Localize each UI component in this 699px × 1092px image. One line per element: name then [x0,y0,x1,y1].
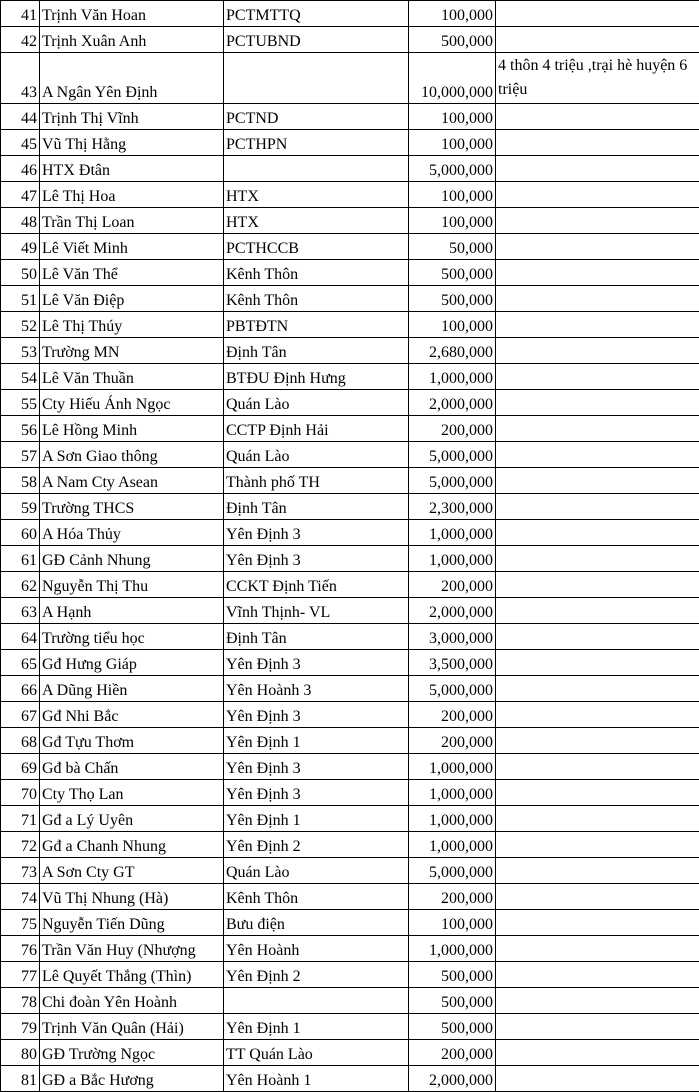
row-number-cell: 55 [1,390,40,416]
table-row [1,364,699,390]
donor-name-cell: Trịnh Văn Quân (Hải) [40,1014,224,1040]
amount-cell: 100,000 [409,130,496,156]
unit-cell: CCKT Định Tiến [224,572,409,598]
donor-name-cell: Lê Viết Minh [40,234,224,260]
row-number-cell: 71 [1,806,40,832]
donor-name-cell: Gđ a Chanh Nhung [40,832,224,858]
unit-cell: Yên Định 2 [224,832,409,858]
table-row [1,624,699,650]
unit-cell: Yên Định 3 [224,650,409,676]
row-number-cell: 70 [1,780,40,806]
table-row [1,936,699,962]
note-cell [496,650,699,676]
table-row [1,27,699,53]
unit-cell: Yên Định 1 [224,806,409,832]
unit-cell: Yên Định 3 [224,754,409,780]
table-row [1,1014,699,1040]
donor-name-cell: Cty Thọ Lan [40,780,224,806]
amount-cell: 1,000,000 [409,520,496,546]
amount-cell: 2,680,000 [409,338,496,364]
donor-name-cell: A Dũng Hiền [40,676,224,702]
table-body [1,1,699,1092]
table-row [1,338,699,364]
note-cell [496,156,699,182]
note-cell [496,1014,699,1040]
unit-cell: Yên Định 1 [224,728,409,754]
donor-name-cell: GĐ Cảnh Nhung [40,546,224,572]
row-number-cell: 62 [1,572,40,598]
amount-cell: 100,000 [409,182,496,208]
unit-cell: Thành phố TH [224,468,409,494]
amount-cell: 500,000 [409,286,496,312]
amount-cell: 10,000,000 [409,53,496,104]
amount-cell: 3,000,000 [409,624,496,650]
row-number-cell: 63 [1,598,40,624]
row-number-cell: 74 [1,884,40,910]
unit-cell: Định Tân [224,624,409,650]
row-number-cell: 58 [1,468,40,494]
amount-cell: 100,000 [409,312,496,338]
table-row [1,780,699,806]
row-number-cell: 41 [1,1,40,27]
note-cell [496,754,699,780]
note-cell [496,780,699,806]
note-cell [496,572,699,598]
amount-cell: 2,000,000 [409,1066,496,1092]
donor-name-cell: A Hóa Thủy [40,520,224,546]
table-row [1,53,699,104]
note-cell [496,546,699,572]
table-row [1,910,699,936]
donor-name-cell: HTX Đtân [40,156,224,182]
row-number-cell: 77 [1,962,40,988]
table-row [1,208,699,234]
amount-cell: 3,500,000 [409,650,496,676]
row-number-cell: 48 [1,208,40,234]
row-number-cell: 72 [1,832,40,858]
table-row [1,676,699,702]
table-row [1,468,699,494]
amount-cell: 100,000 [409,104,496,130]
note-cell [496,364,699,390]
donor-name-cell: Cty Hiếu Ánh Ngọc [40,390,224,416]
note-cell [496,468,699,494]
row-number-cell: 76 [1,936,40,962]
table-row [1,1040,699,1066]
note-cell [496,702,699,728]
amount-cell: 1,000,000 [409,806,496,832]
row-number-cell: 69 [1,754,40,780]
donor-name-cell: Nguyễn Thị Thu [40,572,224,598]
table-row [1,754,699,780]
row-number-cell: 75 [1,910,40,936]
row-number-cell: 52 [1,312,40,338]
note-cell [496,104,699,130]
table-row [1,260,699,286]
note-cell [496,442,699,468]
unit-cell: Định Tân [224,338,409,364]
amount-cell: 200,000 [409,884,496,910]
row-number-cell: 66 [1,676,40,702]
donor-name-cell: Lê Hồng Minh [40,416,224,442]
note-cell [496,182,699,208]
amount-cell: 200,000 [409,572,496,598]
note-cell [496,1040,699,1066]
amount-cell: 1,000,000 [409,780,496,806]
note-cell [496,728,699,754]
row-number-cell: 67 [1,702,40,728]
note-cell [496,676,699,702]
donor-name-cell: Lê Thị Hoa [40,182,224,208]
note-cell: 4 thôn 4 triệu ,trại hè huyện 6 triệu [496,53,699,104]
row-number-cell: 78 [1,988,40,1014]
table-row [1,312,699,338]
table-row [1,390,699,416]
amount-cell: 2,000,000 [409,598,496,624]
unit-cell: Yên Định 3 [224,546,409,572]
amount-cell: 200,000 [409,1040,496,1066]
amount-cell: 500,000 [409,988,496,1014]
table-row [1,546,699,572]
note-cell [496,624,699,650]
table-row [1,806,699,832]
row-number-cell: 64 [1,624,40,650]
donor-name-cell: Vũ Thị Nhung (Hà) [40,884,224,910]
donor-name-cell: Trần Văn Huy (Nhượng [40,936,224,962]
note-cell [496,494,699,520]
amount-cell: 1,000,000 [409,546,496,572]
row-number-cell: 56 [1,416,40,442]
donor-name-cell: GĐ Trường Ngọc [40,1040,224,1066]
amount-cell: 500,000 [409,260,496,286]
row-number-cell: 42 [1,27,40,53]
unit-cell: TT Quán Lào [224,1040,409,1066]
table-row [1,884,699,910]
note-cell [496,234,699,260]
unit-cell: PCTHPN [224,130,409,156]
table-row [1,832,699,858]
unit-cell: Yên Định 3 [224,780,409,806]
note-cell [496,520,699,546]
table-row [1,442,699,468]
row-number-cell: 44 [1,104,40,130]
table-row [1,130,699,156]
unit-cell: PCTMTTQ [224,1,409,27]
unit-cell: Yên Định 3 [224,702,409,728]
table-row [1,962,699,988]
unit-cell: Kênh Thôn [224,260,409,286]
row-number-cell: 49 [1,234,40,260]
note-cell [496,884,699,910]
donor-name-cell: Trường THCS [40,494,224,520]
row-number-cell: 47 [1,182,40,208]
donor-name-cell: Nguyễn Tiến Dũng [40,910,224,936]
unit-cell: PCTND [224,104,409,130]
unit-cell: CCTP Định Hải [224,416,409,442]
amount-cell: 100,000 [409,910,496,936]
donor-name-cell: Trịnh Thị Vĩnh [40,104,224,130]
donor-name-cell: A Ngân Yên Định [40,53,224,104]
amount-cell: 1,000,000 [409,364,496,390]
unit-cell: Quán Lào [224,390,409,416]
amount-cell: 1,000,000 [409,936,496,962]
donor-name-cell: Lê Văn Thuần [40,364,224,390]
amount-cell: 5,000,000 [409,442,496,468]
donor-name-cell: Lê Quyết Thắng (Thìn) [40,962,224,988]
unit-cell [224,156,409,182]
table-row [1,156,699,182]
note-cell [496,598,699,624]
amount-cell: 100,000 [409,1,496,27]
donor-name-cell: Gđ Hưng Giáp [40,650,224,676]
donor-name-cell: Chi đoàn Yên Hoành [40,988,224,1014]
amount-cell: 1,000,000 [409,754,496,780]
donor-name-cell: Gđ a Lý Uyên [40,806,224,832]
amount-cell: 5,000,000 [409,468,496,494]
unit-cell: PCTUBND [224,27,409,53]
row-number-cell: 73 [1,858,40,884]
unit-cell: Kênh Thôn [224,286,409,312]
donor-name-cell: Trịnh Xuân Anh [40,27,224,53]
donor-name-cell: Gđ bà Chấn [40,754,224,780]
row-number-cell: 51 [1,286,40,312]
amount-cell: 50,000 [409,234,496,260]
amount-cell: 2,000,000 [409,390,496,416]
unit-cell: PCTHCCB [224,234,409,260]
table-row [1,1,699,27]
amount-cell: 5,000,000 [409,156,496,182]
table-row [1,702,699,728]
unit-cell: Quán Lào [224,858,409,884]
amount-cell: 100,000 [409,208,496,234]
note-cell [496,130,699,156]
amount-cell: 500,000 [409,962,496,988]
donor-name-cell: A Sơn Cty GT [40,858,224,884]
donor-name-cell: Gđ Nhi Bắc [40,702,224,728]
row-number-cell: 45 [1,130,40,156]
table-row [1,572,699,598]
note-cell [496,988,699,1014]
amount-cell: 200,000 [409,416,496,442]
note-cell [496,416,699,442]
donor-name-cell: Trịnh Văn Hoan [40,1,224,27]
note-cell [496,936,699,962]
note-cell [496,208,699,234]
row-number-cell: 57 [1,442,40,468]
unit-cell: Yên Định 1 [224,1014,409,1040]
row-number-cell: 65 [1,650,40,676]
donor-name-cell: Vũ Thị Hằng [40,130,224,156]
note-cell [496,858,699,884]
amount-cell: 500,000 [409,1014,496,1040]
amount-cell: 5,000,000 [409,676,496,702]
donor-name-cell: Trường MN [40,338,224,364]
note-cell [496,910,699,936]
donor-name-cell: Lê Văn Điệp [40,286,224,312]
donor-name-cell: Trần Thị Loan [40,208,224,234]
unit-cell: BTĐU Định Hưng [224,364,409,390]
donor-name-cell: A Hạnh [40,598,224,624]
row-number-cell: 54 [1,364,40,390]
unit-cell: Yên Hoành [224,936,409,962]
row-number-cell: 59 [1,494,40,520]
unit-cell: Yên Định 2 [224,962,409,988]
note-cell [496,832,699,858]
table-row [1,494,699,520]
row-number-cell: 53 [1,338,40,364]
note-cell [496,962,699,988]
donor-name-cell: A Sơn Giao thông [40,442,224,468]
row-number-cell: 46 [1,156,40,182]
unit-cell: Quán Lào [224,442,409,468]
note-cell [496,27,699,53]
unit-cell: Định Tân [224,494,409,520]
row-number-cell: 50 [1,260,40,286]
unit-cell: Yên Định 3 [224,520,409,546]
unit-cell: HTX [224,208,409,234]
donor-name-cell: GĐ a Bắc Hương [40,1066,224,1092]
amount-cell: 2,300,000 [409,494,496,520]
unit-cell: Yên Hoành 3 [224,676,409,702]
note-cell [496,806,699,832]
row-number-cell: 79 [1,1014,40,1040]
unit-cell: Yên Hoành 1 [224,1066,409,1092]
note-cell [496,338,699,364]
note-cell [496,312,699,338]
amount-cell: 200,000 [409,702,496,728]
table-row [1,988,699,1014]
unit-cell [224,988,409,1014]
table-row [1,182,699,208]
note-cell [496,390,699,416]
table-row [1,1066,699,1092]
row-number-cell: 81 [1,1066,40,1092]
note-cell [496,1066,699,1092]
table-row [1,858,699,884]
unit-cell: Kênh Thôn [224,884,409,910]
note-cell [496,1,699,27]
donor-name-cell: Lê Thị Thúy [40,312,224,338]
row-number-cell: 80 [1,1040,40,1066]
unit-cell: Bưu điện [224,910,409,936]
amount-cell: 500,000 [409,27,496,53]
table-row [1,416,699,442]
amount-cell: 1,000,000 [409,832,496,858]
table-row [1,286,699,312]
table-row [1,650,699,676]
donor-name-cell: Lê Văn Thể [40,260,224,286]
unit-cell: HTX [224,182,409,208]
donor-name-cell: A Nam Cty Asean [40,468,224,494]
row-number-cell: 60 [1,520,40,546]
table-row [1,104,699,130]
row-number-cell: 61 [1,546,40,572]
row-number-cell: 43 [1,53,40,104]
row-number-cell: 68 [1,728,40,754]
unit-cell: PBTĐTN [224,312,409,338]
donor-name-cell: Gđ Tựu Thơm [40,728,224,754]
amount-cell: 5,000,000 [409,858,496,884]
note-cell [496,260,699,286]
table-row [1,234,699,260]
unit-cell [224,53,409,104]
table-row [1,598,699,624]
unit-cell: Vĩnh Thịnh- VL [224,598,409,624]
table-row [1,728,699,754]
table-row [1,520,699,546]
note-cell [496,286,699,312]
donor-name-cell: Trường tiểu học [40,624,224,650]
amount-cell: 200,000 [409,728,496,754]
